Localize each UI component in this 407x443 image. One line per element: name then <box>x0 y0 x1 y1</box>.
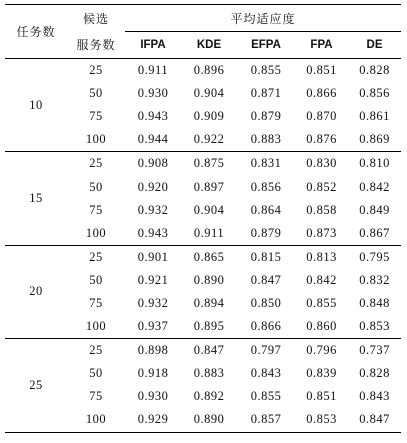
fitness-value-efpa: 0.797 <box>250 343 282 358</box>
candidate-count-cell: 75 <box>89 202 103 217</box>
fitness-value-ifpa: 0.937 <box>125 315 181 339</box>
fitness-value-efpa: 0.855 <box>250 63 282 78</box>
header-algorithm-ifpa: IFPA <box>125 32 181 59</box>
fitness-value-kde: 0.922 <box>181 128 237 152</box>
fitness-value-kde: 0.894 <box>193 295 225 310</box>
task-count-cell: 15 <box>5 152 67 245</box>
fitness-value-fpa: 0.813 <box>306 249 337 264</box>
fitness-value-fpa: 0.858 <box>306 202 337 217</box>
candidate-count-cell: 25 <box>89 156 103 171</box>
candidate-count-cell: 25 <box>89 343 103 358</box>
table-row <box>5 152 401 176</box>
fitness-value-efpa: 0.879 <box>250 109 282 124</box>
candidate-count-cell: 75 <box>89 295 103 310</box>
fitness-value-fpa: 0.876 <box>295 128 348 152</box>
table-body <box>5 59 401 433</box>
fitness-value-de: 0.861 <box>359 109 390 124</box>
fitness-value-kde: 0.897 <box>193 179 225 194</box>
fitness-value-kde: 0.875 <box>193 156 225 171</box>
fitness-value-fpa: 0.870 <box>306 109 337 124</box>
fitness-value-kde: 0.895 <box>181 315 237 339</box>
fitness-value-kde: 0.896 <box>193 63 225 78</box>
fitness-value-fpa: 0.853 <box>295 408 348 432</box>
fitness-value-efpa: 0.883 <box>237 128 295 152</box>
task-count-cell: 20 <box>5 245 67 338</box>
header-algorithm-efpa: EFPA <box>237 32 295 59</box>
fitness-value-kde: 0.890 <box>193 272 225 287</box>
candidate-count-cell: 100 <box>67 222 125 246</box>
candidate-count-cell: 50 <box>89 179 103 194</box>
fitness-value-de: 0.828 <box>359 366 390 381</box>
task-count-cell: 10 <box>5 59 67 152</box>
fitness-value-kde: 0.883 <box>193 366 225 381</box>
fitness-value-ifpa: 0.932 <box>137 295 169 310</box>
candidate-count-cell: 100 <box>67 128 125 152</box>
fitness-value-efpa: 0.850 <box>250 295 282 310</box>
fitness-value-fpa: 0.796 <box>306 343 337 358</box>
fitness-value-efpa: 0.864 <box>250 202 282 217</box>
fitness-value-ifpa: 0.921 <box>137 272 169 287</box>
fitness-value-ifpa: 0.943 <box>137 109 169 124</box>
fitness-value-ifpa: 0.911 <box>137 63 169 78</box>
task-count-cell: 25 <box>5 339 67 432</box>
fitness-value-ifpa: 0.944 <box>125 128 181 152</box>
candidate-count-cell: 75 <box>89 109 103 124</box>
fitness-comparison-table <box>5 4 401 433</box>
fitness-value-kde: 0.865 <box>193 249 225 264</box>
fitness-value-kde: 0.890 <box>181 408 237 432</box>
candidate-count-cell: 50 <box>89 366 103 381</box>
fitness-value-ifpa: 0.920 <box>137 179 169 194</box>
header-task-count: 任务数 <box>5 5 67 59</box>
fitness-value-fpa: 0.860 <box>295 315 348 339</box>
fitness-value-efpa: 0.815 <box>250 249 282 264</box>
fitness-value-efpa: 0.843 <box>250 366 282 381</box>
fitness-value-ifpa: 0.930 <box>137 389 169 404</box>
table-row <box>5 59 401 83</box>
fitness-value-ifpa: 0.901 <box>137 249 169 264</box>
fitness-value-de: 0.853 <box>348 315 401 339</box>
fitness-value-fpa: 0.852 <box>306 179 337 194</box>
fitness-value-de: 0.869 <box>348 128 401 152</box>
fitness-value-kde: 0.911 <box>181 222 237 246</box>
candidate-count-cell: 100 <box>67 315 125 339</box>
candidate-count-cell: 50 <box>89 86 103 101</box>
fitness-value-ifpa: 0.918 <box>137 366 169 381</box>
fitness-value-fpa: 0.842 <box>306 272 337 287</box>
header-algorithm-kde: KDE <box>181 32 237 59</box>
fitness-value-de: 0.737 <box>359 343 390 358</box>
fitness-value-de: 0.848 <box>359 295 390 310</box>
header-algorithm-de: DE <box>348 32 401 59</box>
header-candidate-services <box>67 5 125 59</box>
fitness-value-efpa: 0.879 <box>237 222 295 246</box>
fitness-value-kde: 0.909 <box>193 109 225 124</box>
fitness-value-efpa: 0.856 <box>250 179 282 194</box>
fitness-value-de: 0.828 <box>359 63 390 78</box>
fitness-value-kde: 0.904 <box>193 202 225 217</box>
candidate-count-cell: 25 <box>89 249 103 264</box>
header-algorithm-fpa: FPA <box>295 32 348 59</box>
fitness-value-ifpa: 0.908 <box>137 156 169 171</box>
candidate-count-cell: 100 <box>67 408 125 432</box>
fitness-value-fpa: 0.851 <box>306 63 337 78</box>
fitness-value-ifpa: 0.930 <box>137 86 169 101</box>
fitness-value-de: 0.849 <box>359 202 390 217</box>
fitness-value-kde: 0.892 <box>193 389 225 404</box>
fitness-value-kde: 0.904 <box>193 86 225 101</box>
candidate-count-cell: 25 <box>89 63 103 78</box>
fitness-value-fpa: 0.830 <box>306 156 337 171</box>
fitness-value-ifpa: 0.898 <box>137 343 169 358</box>
fitness-value-fpa: 0.855 <box>306 295 337 310</box>
fitness-value-ifpa: 0.932 <box>137 202 169 217</box>
candidate-count-cell: 50 <box>89 272 103 287</box>
fitness-value-de: 0.847 <box>348 408 401 432</box>
fitness-value-fpa: 0.851 <box>306 389 337 404</box>
fitness-value-de: 0.842 <box>359 179 390 194</box>
fitness-value-efpa: 0.857 <box>237 408 295 432</box>
candidate-count-cell: 75 <box>89 389 103 404</box>
header-avg-fitness: 平均适应度 <box>125 5 401 32</box>
fitness-value-de: 0.795 <box>359 249 390 264</box>
fitness-value-de: 0.856 <box>359 86 390 101</box>
fitness-value-fpa: 0.866 <box>306 86 337 101</box>
fitness-value-fpa: 0.839 <box>306 366 337 381</box>
fitness-value-de: 0.843 <box>359 389 390 404</box>
table-row <box>5 245 401 269</box>
fitness-value-de: 0.867 <box>348 222 401 246</box>
fitness-value-efpa: 0.866 <box>237 315 295 339</box>
fitness-value-efpa: 0.855 <box>250 389 282 404</box>
fitness-value-ifpa: 0.943 <box>125 222 181 246</box>
fitness-value-kde: 0.847 <box>193 343 225 358</box>
header-candidate-line2: 服务数 <box>76 37 116 52</box>
fitness-value-de: 0.810 <box>359 156 390 171</box>
fitness-value-efpa: 0.871 <box>250 86 282 101</box>
fitness-value-de: 0.832 <box>359 272 390 287</box>
fitness-value-ifpa: 0.929 <box>125 408 181 432</box>
header-candidate-line1: 候选 <box>82 11 109 26</box>
fitness-value-efpa: 0.847 <box>250 272 282 287</box>
fitness-value-fpa: 0.873 <box>295 222 348 246</box>
fitness-value-efpa: 0.831 <box>250 156 282 171</box>
table-row <box>5 339 401 363</box>
